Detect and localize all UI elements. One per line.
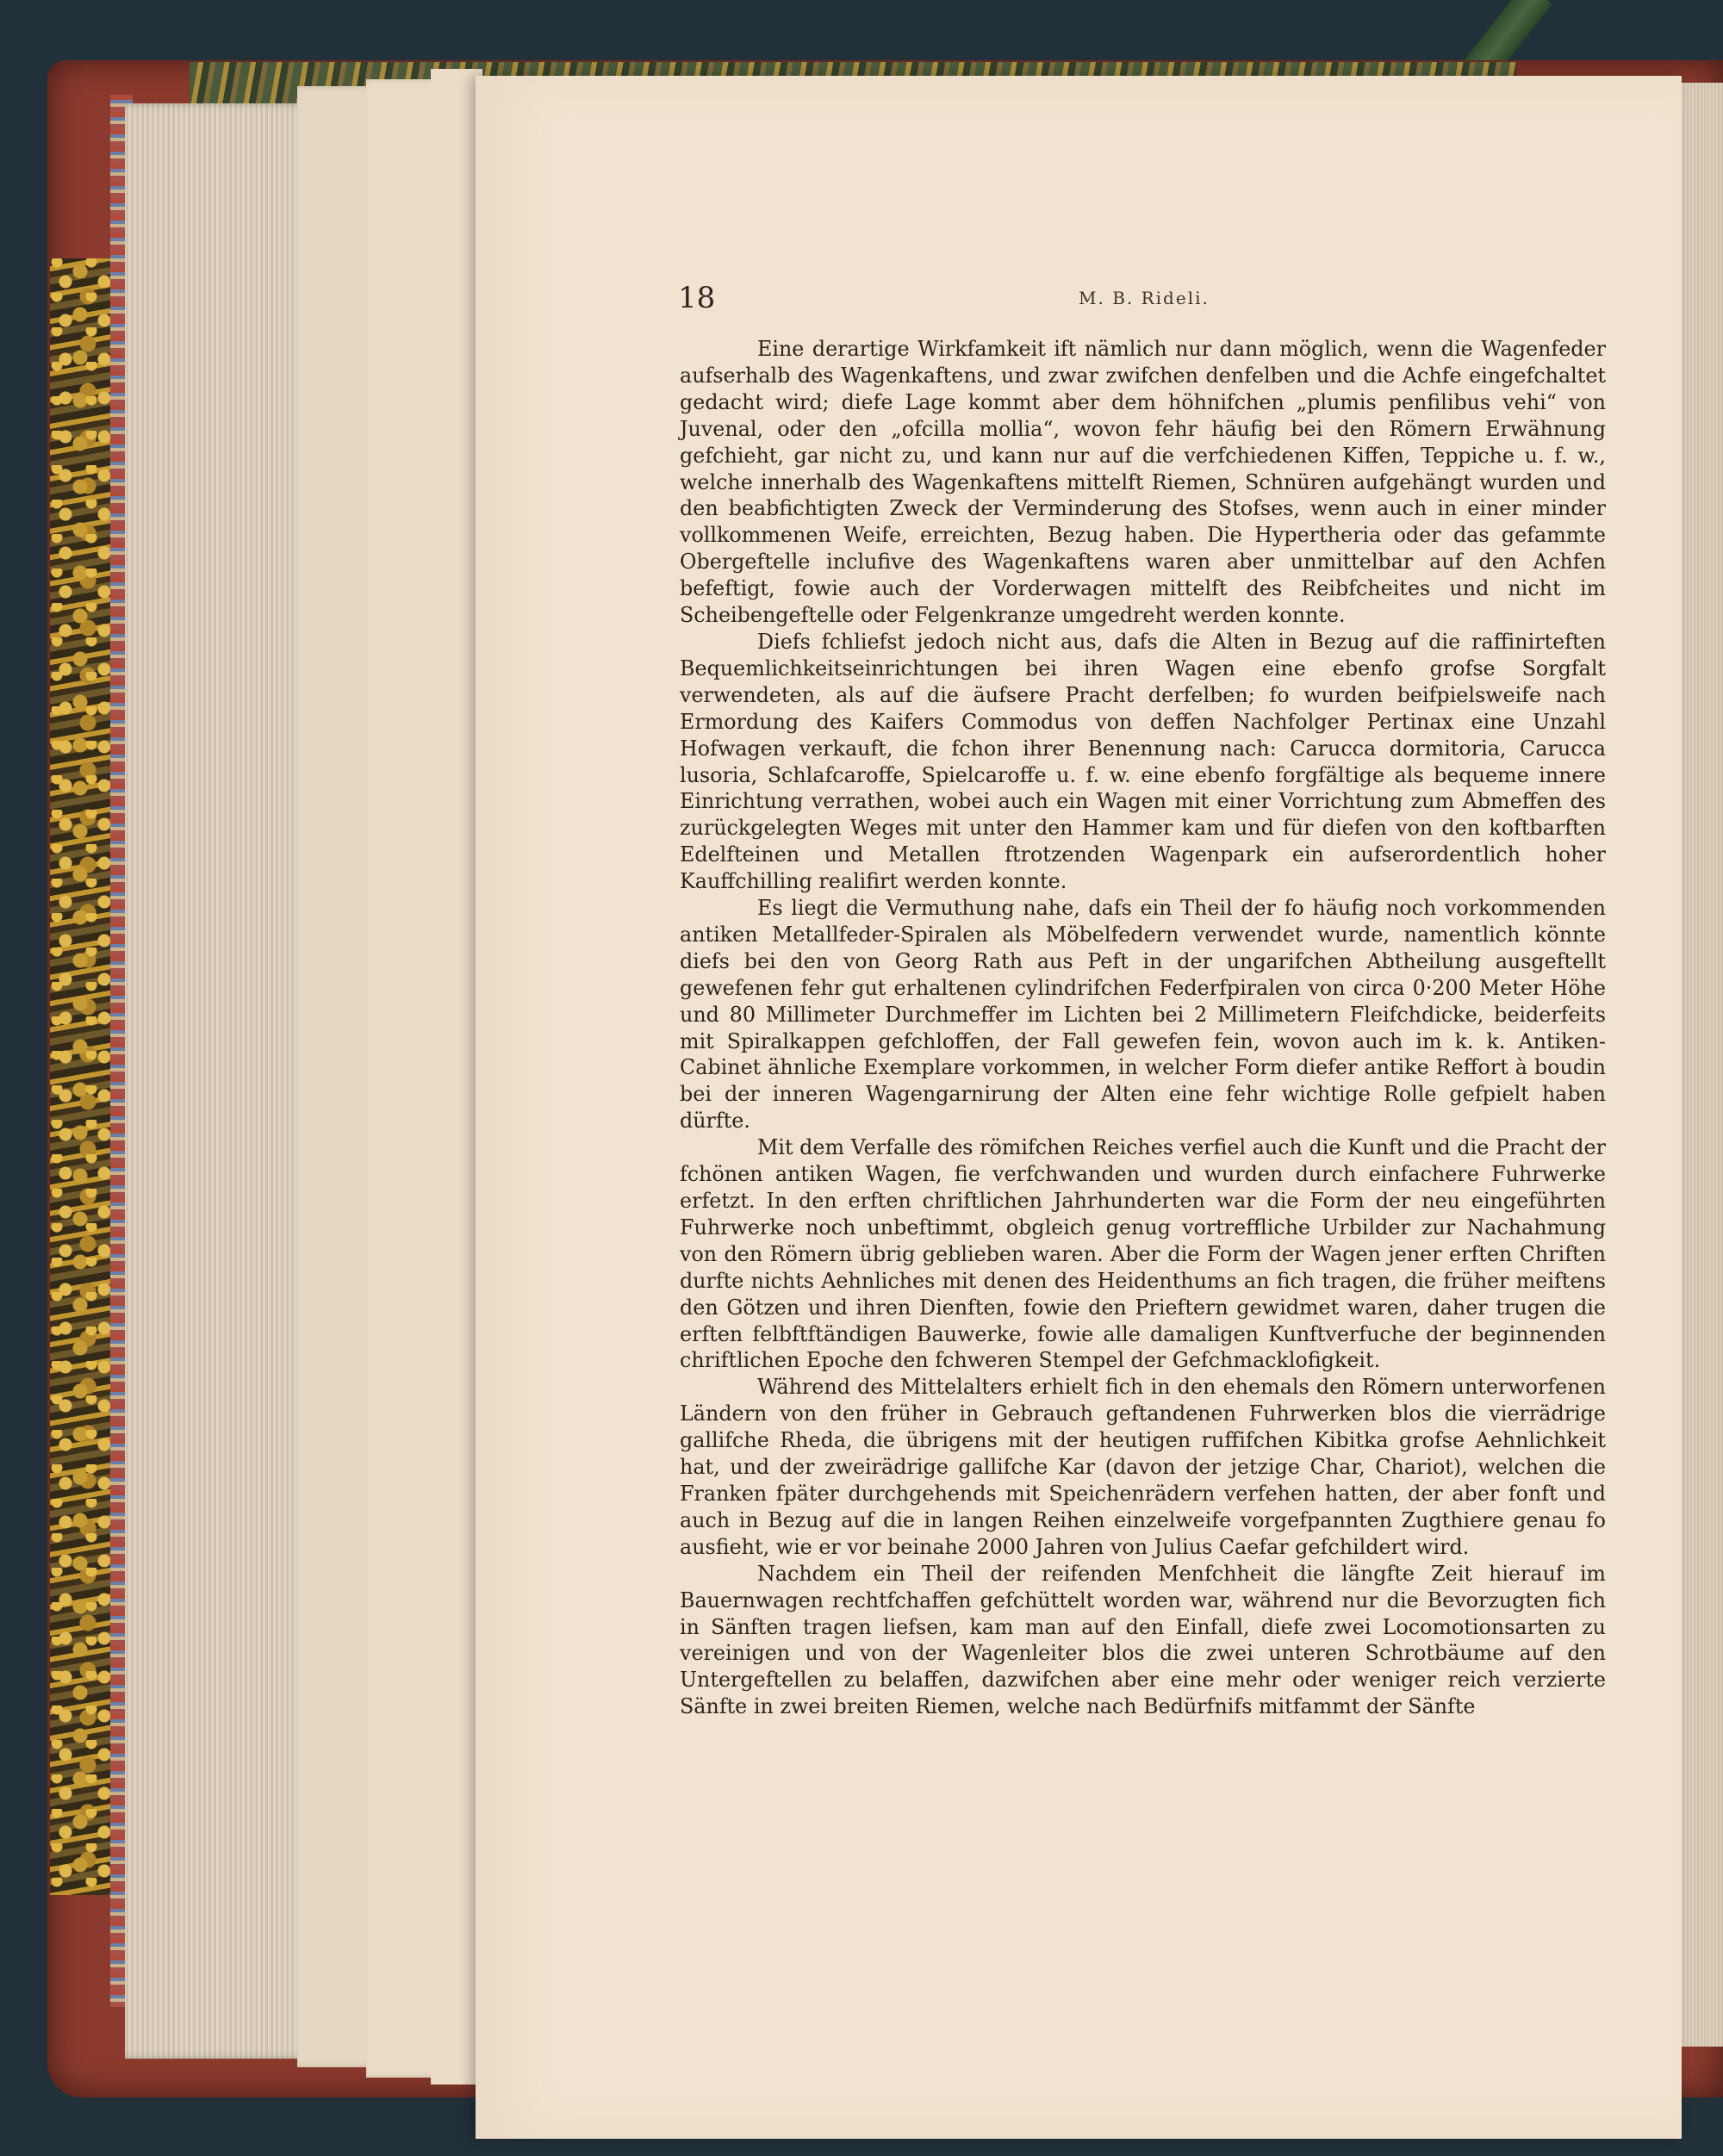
turned-leaf — [297, 86, 375, 2067]
marbled-cover-edge — [50, 258, 117, 1895]
body-text — [680, 336, 1606, 1720]
paragraph: Nachdem ein Theil der reifenden Menfchheit die längfte Zeit hierauf im Bauernwagen rechtfchaffen gefchüttelt worden war, während nur die Bevorzugten fich in Sänften tragen liefsen, kam man auf den Einfall, diefe zwei Locomotionsarten zu vereinigen und von der Wagenleiter blos die zwei unteren Schrotbäume auf den Untergeftellen zu belaffen, dazwifchen aber eine mehr oder weniger reich verzierte Sänfte in zwei breiten Riemen, welche nach Bedürfnifs mitfammt der Sänfte — [680, 1561, 1606, 1719]
paragraph: Eine derartige Wirkfamkeit ift nämlich nur dann möglich, wenn die Wagenfeder aufserhalb des Wagenkaftens, und zwar zwifchen denfelben und die Achfe eingefchaltet gedacht wird; diefe Lage kommt aber dem höhnifchen „plumis penfilibus vehi“ von Juvenal, oder den „ofcilla mollia“, wovon fehr häufig bei den Römern Erwähnung gefchieht, gar nicht zu, und kann nur auf die verfchiedenen Kiffen, Teppiche u. f. w., welche innerhalb des Wagenkaftens mittelft Riemen, Schnüren aufgehängt wurden und den beabfichtigten Zweck der Verminderung des Stofses, wenn auch in einer minder vollkommenen Weife, erreichten, Bezug haben. Die Hypertheria oder das gefammte Obergeftelle inclufive des Wagenkaftens waren aber unmittelbar auf den Achfen befeftigt, fowie auch der Vorderwagen mittelft des Reibfcheites und nicht im Scheibengeftelle oder Felgenkranze umgedreht werden konnte. — [680, 337, 1606, 628]
paragraph: Mit dem Verfalle des römifchen Reiches verfiel auch die Kunft und die Pracht der fchönen antiken Wagen, fie verfchwanden und wurden durch einfachere Fuhrwerke erfetzt. In den erften chriftlichen Jahrhunderten war die Form der neu eingeführten Fuhrwerke noch unbeftimmt, obgleich genug vortreffliche Urbilder zur Nachahmung von den Römern übrig geblieben waren. Aber die Form der Wagen jener erften Chriften durfte nichts Aehnliches mit denen des Heidenthums an fich tragen, die früher meiftens den Götzen und ihren Dienften, fowie den Prieftern gewidmet waren, daher trugen die erften felbftftändigen Bauwerke, fowie alle damaligen Kunftverfuche der beginnenden chriftlichen Epoche den fchweren Stempel der Gefchmacklofigkeit. — [680, 1135, 1606, 1373]
running-head: M. B. Rideli. — [1079, 288, 1210, 308]
turned-leaf — [431, 69, 482, 2085]
paragraph: Es liegt die Vermuthung nahe, dafs ein Theil der fo häufig noch vorkommenden antiken Metallfeder-Spiralen als Möbelfedern verwendet wurde, namentlich könnte diefs bei den von Georg Rath aus Peft in der ungarifchen Abtheilung ausgeftellt gewefenen fehr gut erhaltenen cylindrifchen Federfpiralen von circa 0·200 Meter Höhe und 80 Millimeter Durchmeffer im Lichten bei 2 Millimetern Fleifchdicke, beiderfeits mit Spiralkappen gefchloffen, der Fall gewefen fein, wovon auch im k. k. Antiken-Cabinet ähnliche Exemplare vorkommen, in welcher Form diefer antike Reffort à boudin bei der inneren Wagengarnirung der Alten eine fehr wichtige Rolle gefpielt haben dürfte. — [680, 896, 1606, 1134]
page-number: 18 — [678, 281, 716, 315]
paragraph: Während des Mittelalters erhielt fich in den ehemals den Römern unterworfenen Ländern von den früher in Gebrauch geftandenen Fuhrwerken blos die vierrädrige gallifche Rheda, die übrigens mit der heutigen ruffifchen Kibitka grofse Aehnlichkeit hat, und der zweirädrige gallifche Kar (davon der jetzige Char, Chariot), welchen die Franken fpäter durchgehends mit Speichenrädern verfehen hatten, der aber fonft und auch in Bezug auf die in langen Reihen einzelweife vorgefpannten Zugthiere genau fo ausfieht, wie er vor beinahe 2000 Jahren von Julius Caefar gefchildert wird. — [680, 1375, 1606, 1559]
paragraph: Diefs fchliefst jedoch nicht aus, dafs die Alten in Bezug auf die raffinirteften Bequemlichkeitseinrichtungen bei ihren Wagen eine ebenfo grofse Sorgfalt verwendeten, als auf die äufsere Pracht derfelben; fo wurden beifpielsweife nach Ermordung des Kaifers Commodus von deffen Nachfolger Pertinax eine Unzahl Hofwagen verkauft, die fchon ihrer Benennung nach: Carucca dormitoria, Carucca lusoria, Schlafcaroffe, Spielcaroffe u. f. w. eine ebenfo forgfältige als bequeme innere Einrichtung verrathen, wobei auch ein Wagen mit einer Vorrichtung zum Abmeffen des zurückgelegten Weges mit unter den Hammer kam und für diefen von den koftbarften Edelfteinen und Metallen ftrotzenden Wagenpark ein aufserordentlich hoher Kauffchilling realifirt werden konnte. — [680, 629, 1606, 894]
page-header — [678, 281, 1608, 322]
right-page-stack — [1678, 83, 1723, 2047]
